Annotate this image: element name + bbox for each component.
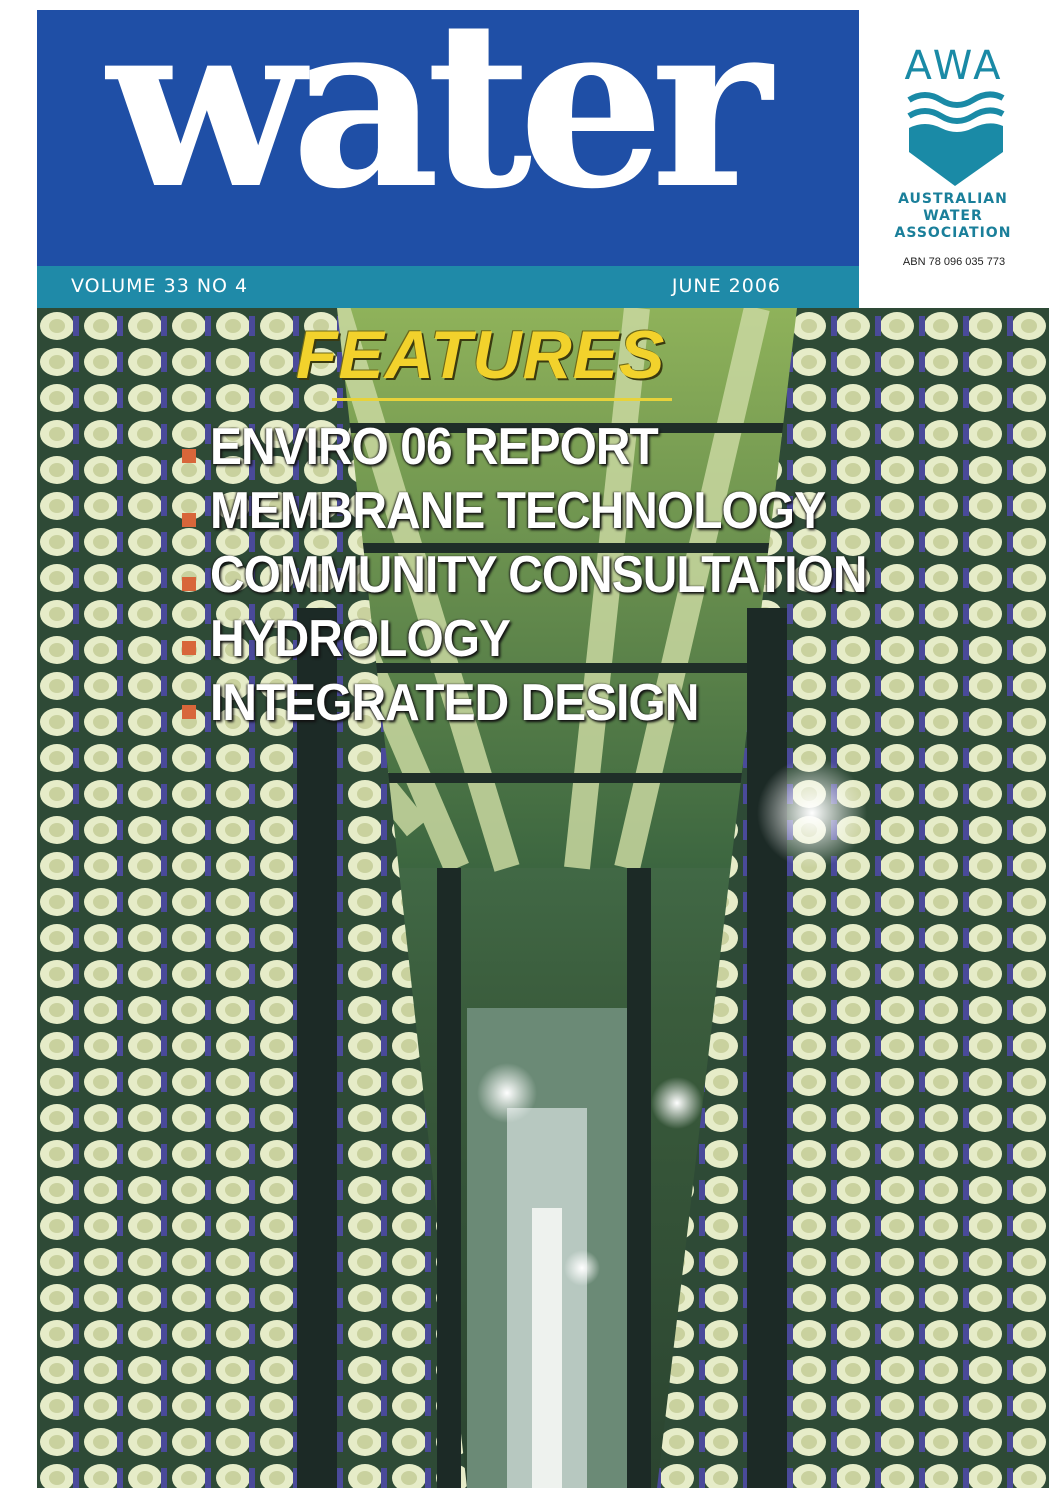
magazine-title: water	[107, 10, 758, 240]
square-bullet-icon	[182, 513, 196, 527]
feature-text: MEMBRANE TECHNOLOGY	[210, 482, 826, 540]
feature-text: ENVIRO 06 REPORT	[210, 418, 658, 476]
association-name	[859, 191, 1047, 242]
square-bullet-icon	[182, 705, 196, 719]
feature-list	[182, 415, 924, 735]
feature-item	[182, 671, 924, 735]
square-bullet-icon	[182, 577, 196, 591]
association-name-line-3: ASSOCIATION	[894, 225, 1012, 241]
features-underline	[332, 398, 672, 401]
issue-volume: VOLUME 33 NO 4	[71, 275, 249, 297]
wave-shield-icon	[905, 90, 1005, 190]
association-name-line-2: WATER	[923, 208, 983, 224]
masthead	[37, 10, 859, 266]
issue-bar	[37, 266, 859, 308]
feature-text: INTEGRATED DESIGN	[210, 674, 699, 732]
logo-acronym: AWA	[904, 43, 1004, 89]
feature-text: COMMUNITY CONSULTATION	[210, 546, 867, 604]
square-bullet-icon	[182, 641, 196, 655]
feature-item	[182, 607, 924, 671]
feature-item	[182, 543, 924, 607]
features-heading: FEATURES	[296, 317, 666, 393]
feature-item	[182, 479, 924, 543]
abn-number: ABN 78 096 035 773	[902, 256, 1006, 268]
square-bullet-icon	[182, 449, 196, 463]
association-name-line-1: AUSTRALIAN	[898, 191, 1008, 207]
feature-item	[182, 415, 924, 479]
awa-logo	[859, 10, 1049, 266]
feature-text: HYDROLOGY	[210, 610, 511, 668]
issue-date: JUNE 2006	[671, 275, 781, 297]
